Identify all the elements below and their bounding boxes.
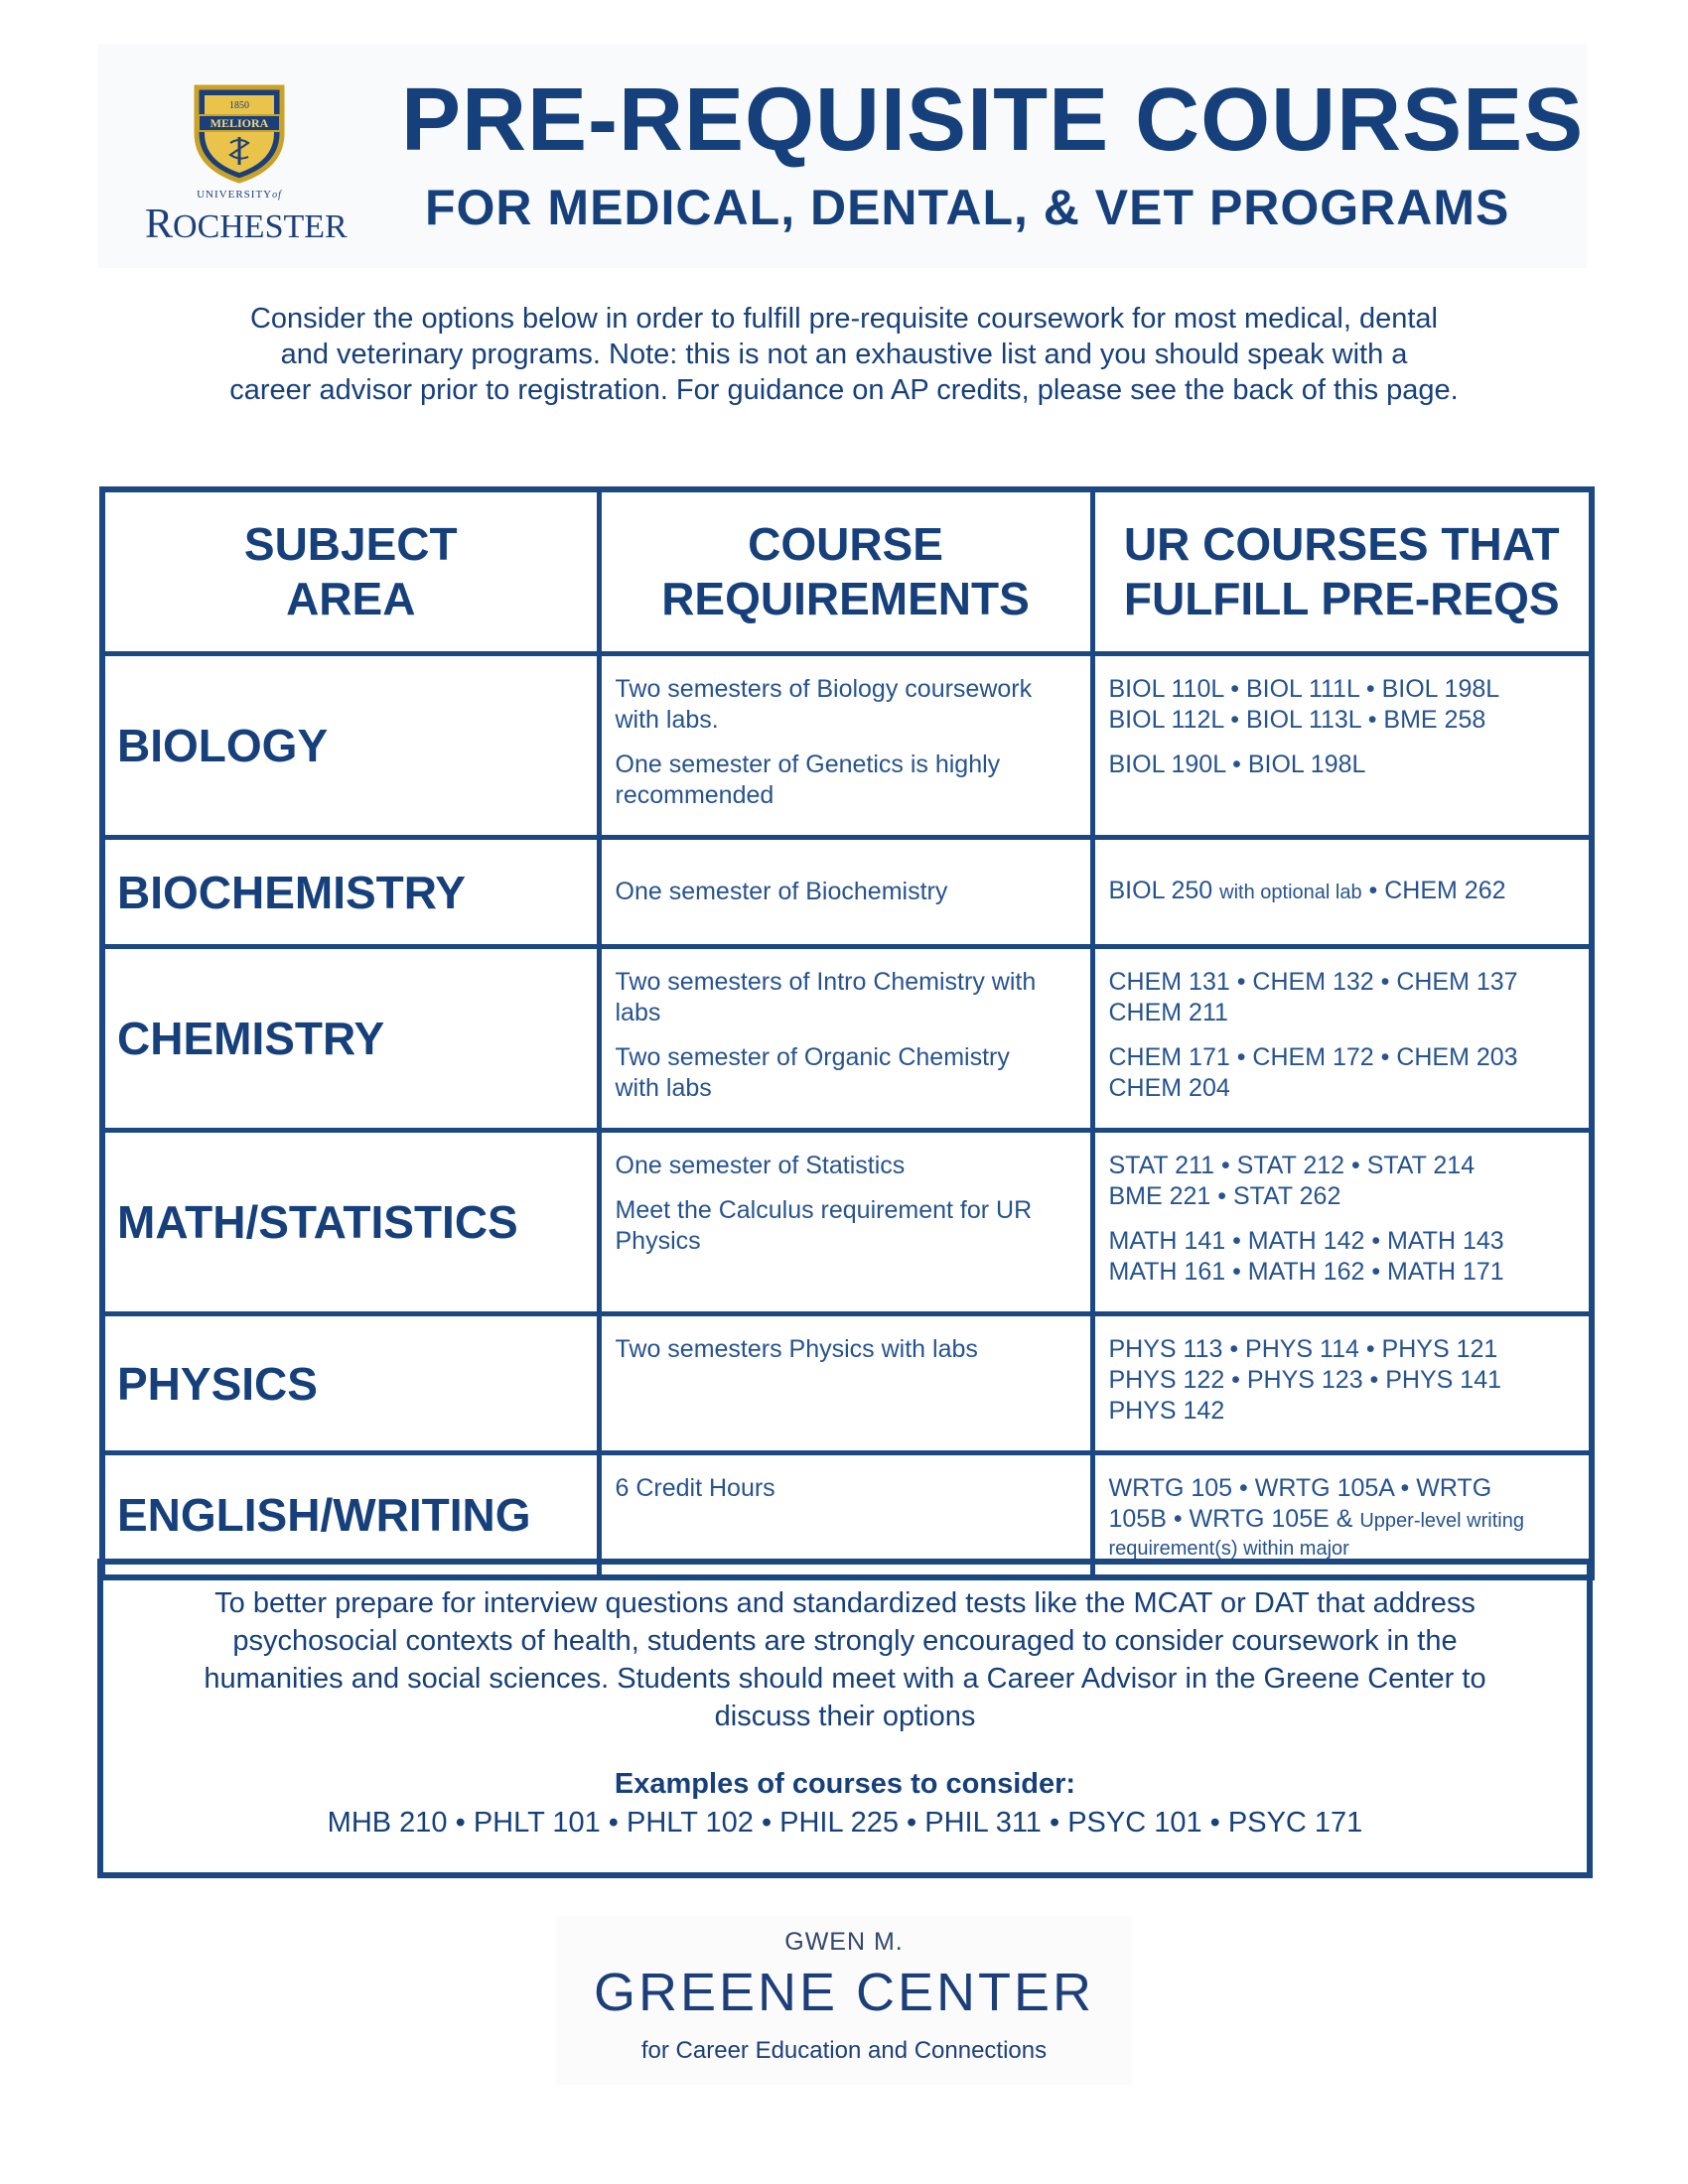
- greene-tagline: for Career Education and Connections: [640, 2037, 1048, 2064]
- requirements-chemistry: Two semesters of Intro Chemistry with labs Two semester of Organic Chemistry with labs: [599, 947, 1092, 1131]
- examples-course-list: MHB 210 • PHLT 101 • PHLT 102 • PHIL 225 • PHIL 311 • PSYC 101 • PSYC 171: [327, 1807, 1363, 1839]
- intro-paragraph: [149, 301, 1539, 408]
- shield-seal-icon: [189, 81, 290, 185]
- header-subject-area: SUBJECT AREA: [102, 489, 599, 654]
- requirements-english-writing: 6 Credit Hours: [599, 1453, 1092, 1577]
- subject-chemistry: CHEMISTRY: [102, 947, 599, 1131]
- greene-center-logo: [556, 1916, 1132, 2085]
- page-title: PRE-REQUISITE COURSES: [401, 70, 1585, 170]
- subject-biology: BIOLOGY: [102, 654, 599, 838]
- courses-biochemistry: BIOL 250 with optional lab • CHEM 262: [1092, 838, 1592, 947]
- greene-prefix: GWEN M.: [784, 1928, 904, 1956]
- page-subtitle: FOR MEDICAL, DENTAL, & VET PROGRAMS: [425, 180, 1510, 235]
- table-row-physics: [102, 1314, 1592, 1453]
- table-row-math-statistics: [102, 1131, 1592, 1314]
- humanities-note-text: To better prepare for interview questions and standardized tests like the MCAT or DAT that address psychosocial contexts of health, students are strongly encouraged to consider coursework in the humanities and social sciences. Students should meet with a Career Advisor in the Greene Center to discuss their options: [204, 1587, 1486, 1732]
- motto-text: MELIORA: [210, 116, 269, 130]
- subject-math-statistics: MATH/STATISTICS: [102, 1131, 599, 1314]
- courses-physics: PHYS 113 • PHYS 114 • PHYS 121 PHYS 122 • PHYS 123 • PHYS 141 PHYS 142: [1092, 1314, 1592, 1453]
- table-row-chemistry: [102, 947, 1592, 1131]
- requirements-biology: Two semesters of Biology coursework with labs. One semester of Genetics is highly recommended: [599, 654, 1092, 838]
- table-header-row: [102, 489, 1592, 654]
- humanities-note-box: [97, 1559, 1593, 1878]
- university-logo: [145, 81, 348, 247]
- table-row-biochemistry: [102, 838, 1592, 947]
- courses-biology: BIOL 110L • BIOL 111L • BIOL 198L BIOL 112L • BIOL 113L • BME 258 BIOL 190L • BIOL 198L: [1092, 654, 1592, 838]
- requirements-physics: Two semesters Physics with labs: [599, 1314, 1092, 1453]
- intro-line: career advisor prior to registration. For guidance on AP credits, please see the back of this page.: [229, 374, 1459, 406]
- courses-english-writing: WRTG 105 • WRTG 105A • WRTG 105B • WRTG 105E & Upper-level writing requirement(s) within major: [1092, 1453, 1592, 1577]
- subject-english-writing: ENGLISH/WRITING: [102, 1453, 599, 1577]
- greene-name: GREENE CENTER: [593, 1963, 1095, 2022]
- logo-year: 1850: [229, 100, 249, 111]
- examples-heading: Examples of courses to consider:: [614, 1768, 1076, 1800]
- intro-line: and veterinary programs. Note: this is not an exhaustive list and you should speak with a: [280, 339, 1408, 370]
- intro-line: Consider the options below in order to fulfill pre-requisite coursework for most medical, dental: [249, 303, 1438, 335]
- courses-math-statistics: STAT 211 • STAT 212 • STAT 214 BME 221 • STAT 262 MATH 141 • MATH 142 • MATH 143 MATH 161 • MATH 162 • MATH 171: [1092, 1131, 1592, 1314]
- subject-physics: PHYSICS: [102, 1314, 599, 1453]
- subject-biochemistry: BIOCHEMISTRY: [102, 838, 599, 947]
- requirements-math-statistics: One semester of Statistics Meet the Calculus requirement for UR Physics: [599, 1131, 1092, 1314]
- requirements-biochemistry: One semester of Biochemistry: [599, 838, 1092, 947]
- header-ur-courses: UR COURSES THAT FULFILL PRE-REQS: [1092, 489, 1592, 654]
- logo-university-label: UNIVERSITYof: [197, 189, 282, 201]
- prerequisite-table: [99, 486, 1595, 1580]
- header-course-requirements: COURSE REQUIREMENTS: [599, 489, 1092, 654]
- logo-rochester-wordmark: ROCHESTER: [145, 202, 348, 247]
- table-row-biology: [102, 654, 1592, 838]
- courses-chemistry: CHEM 131 • CHEM 132 • CHEM 137 CHEM 211 CHEM 171 • CHEM 172 • CHEM 203 CHEM 204: [1092, 947, 1592, 1131]
